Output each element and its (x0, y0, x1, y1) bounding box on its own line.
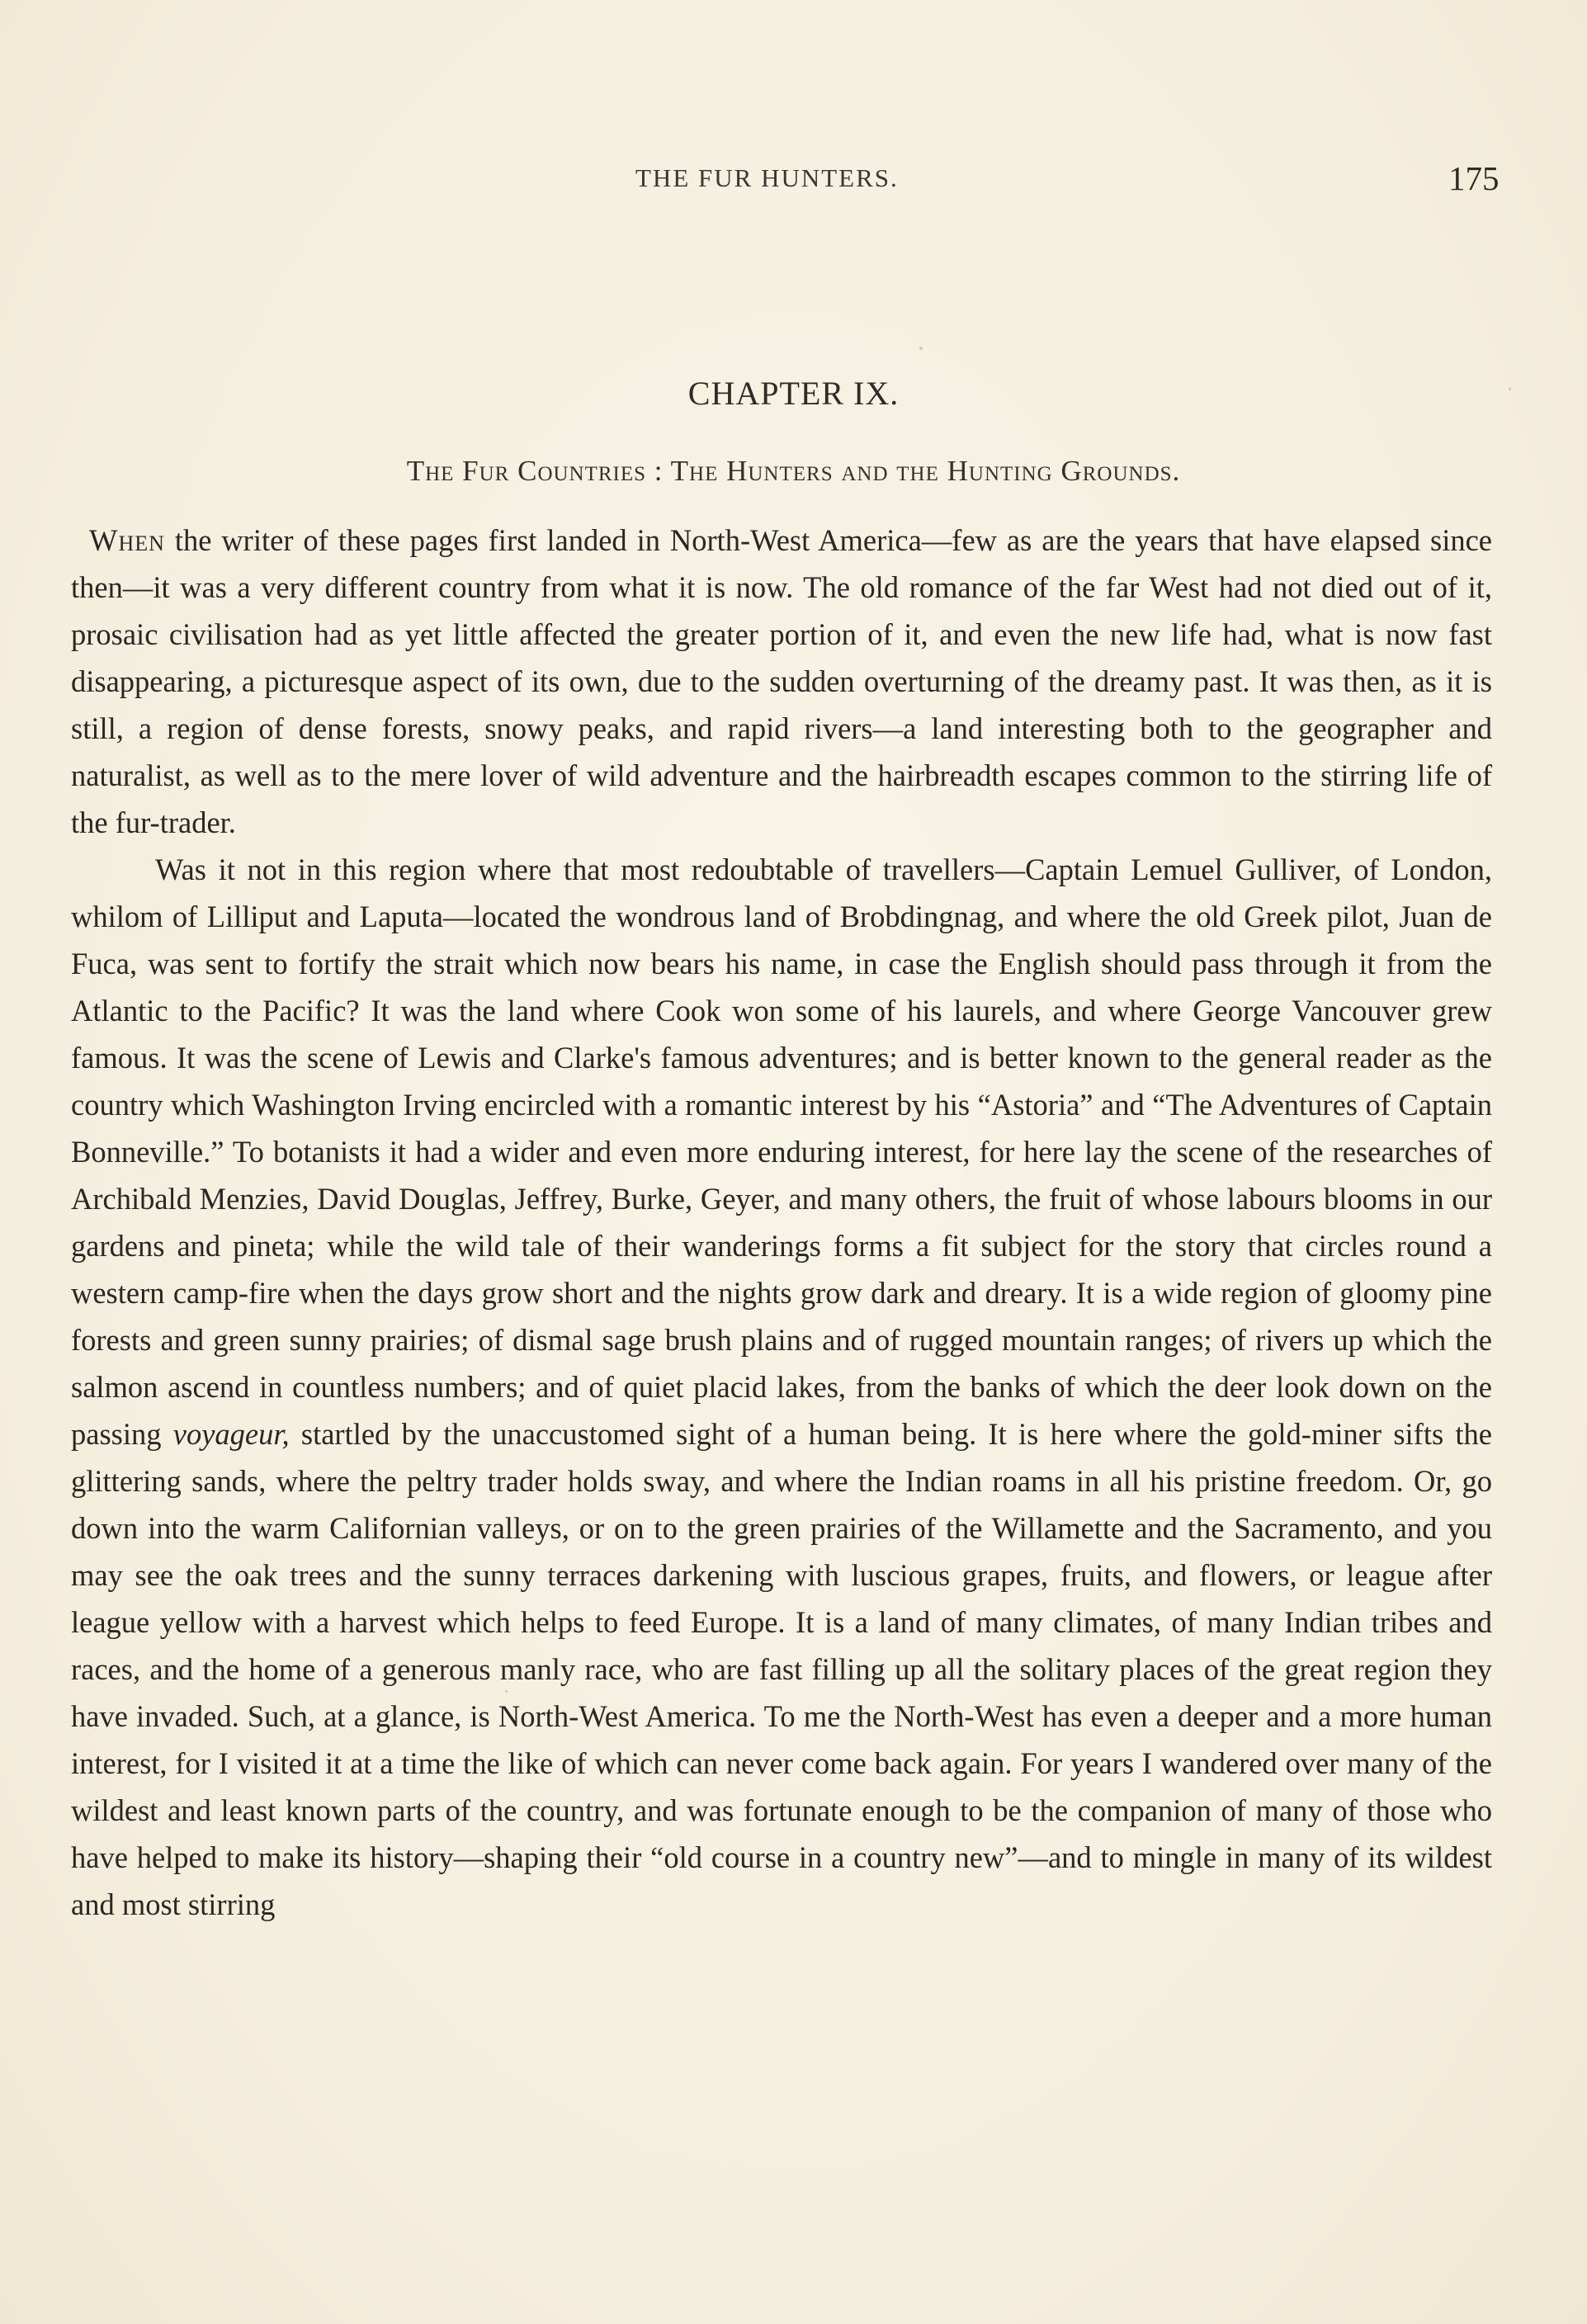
paragraph-2-text-after: startled by the unaccustomed sight of a human being. It is here where the gold-miner sifts the glittering sands, where the peltry trader holds sway, and where the Indian roams in all his pristine freedom. Or, go down into the warm Californian valleys, or on to the green prairies of the Willamette and the Sacramento, and you may see the oak trees and the sunny terraces darkening with luscious grapes, fruits, and flowers, or league after league yellow with a harvest which helps to feed Europe. It is a land of many climates, of many Indian tribes and races, and the home of a generous manly race, who are fast filling up all the solitary places of the great region they have invaded. Such, at a glance, is North-West America. To me the North-West has even a deeper and a more human interest, for I visited it at a time the like of which can never come back again. For years I wandered over many of the wildest and least known parts of the country, and was fortunate enough to be the companion of many of those who have helped to make its history—shaping their “old course in a country new”—and to mingle in many of its wildest and most stirring (71, 1417, 1493, 1921)
paragraph-lead-word: When (89, 523, 165, 557)
paper-speck (505, 1690, 508, 1693)
paper-speck (919, 347, 923, 350)
paper-speck (1509, 388, 1511, 390)
page-number: 175 (1448, 159, 1500, 197)
italic-word: voyageur, (172, 1417, 290, 1451)
paragraph-1-text: the writer of these pages first landed in North-West America—few as are the years that have elapsed since then—it was a very different country from what it is now. The old romance of the far West had not died out of it, prosaic civilisation had as yet little affected the greater portion of it, and even the new life had, what is now fast disappearing, a picturesque aspect of its own, due to the sudden overturning of the dreamy past. It was then, as it is still, a region of dense forests, snowy peaks, and rapid rivers—a land interesting both to the geographer and naturalist, as well as to the mere lover of wild adventure and the hairbreadth escapes common to the stirring life of the fur-trader. (71, 523, 1492, 839)
body-text (71, 517, 1492, 1928)
chapter-title: CHAPTER IX. (687, 375, 900, 412)
chapter-subtitle: The Fur Countries : The Hunters and the Hunting Grounds. (406, 455, 1181, 487)
running-head (0, 159, 1587, 203)
paragraph-2-text-before: Was it not in this region where that most redoubtable of travellers—Captain Lemuel Gulliver, of London, whilom of Lilliput and Laputa—located the wondrous land of Brobdingnag, and where the old Greek pilot, Juan de Fuca, was sent to fortify the strait which now bears his name, in case the English should pass through it from the Atlantic to the Pacific? It was the land where Cook won some of his laurels, and where George Vancouver grew famous. It was the scene of Lewis and Clarke's famous adventures; and is better known to the general reader as the country which Washington Irving encircled with a romantic interest by his “Astoria” and “The Adventures of Captain Bonneville.” To botanists it had a wider and even more enduring interest, for here lay the scene of the researches of Archibald Menzies, David Douglas, Jeffrey, Burke, Geyer, and many others, the fruit of whose labours blooms in our gardens and pineta; while the wild tale of their wanderings forms a fit subject for the story that circles round a western camp-fire when the days grow short and the nights grow dark and dreary. It is a wide region of gloomy pine forests and green sunny prairies; of dismal sage brush plains and of rugged mountain ranges; of rivers up which the salmon ascend in countless numbers; and of quiet placid lakes, from the banks of which the deer look down on the passing (71, 853, 1492, 1451)
running-title: THE FUR HUNTERS. (635, 163, 899, 192)
paragraph-2 (71, 846, 1492, 1928)
paragraph-1 (71, 517, 1492, 846)
